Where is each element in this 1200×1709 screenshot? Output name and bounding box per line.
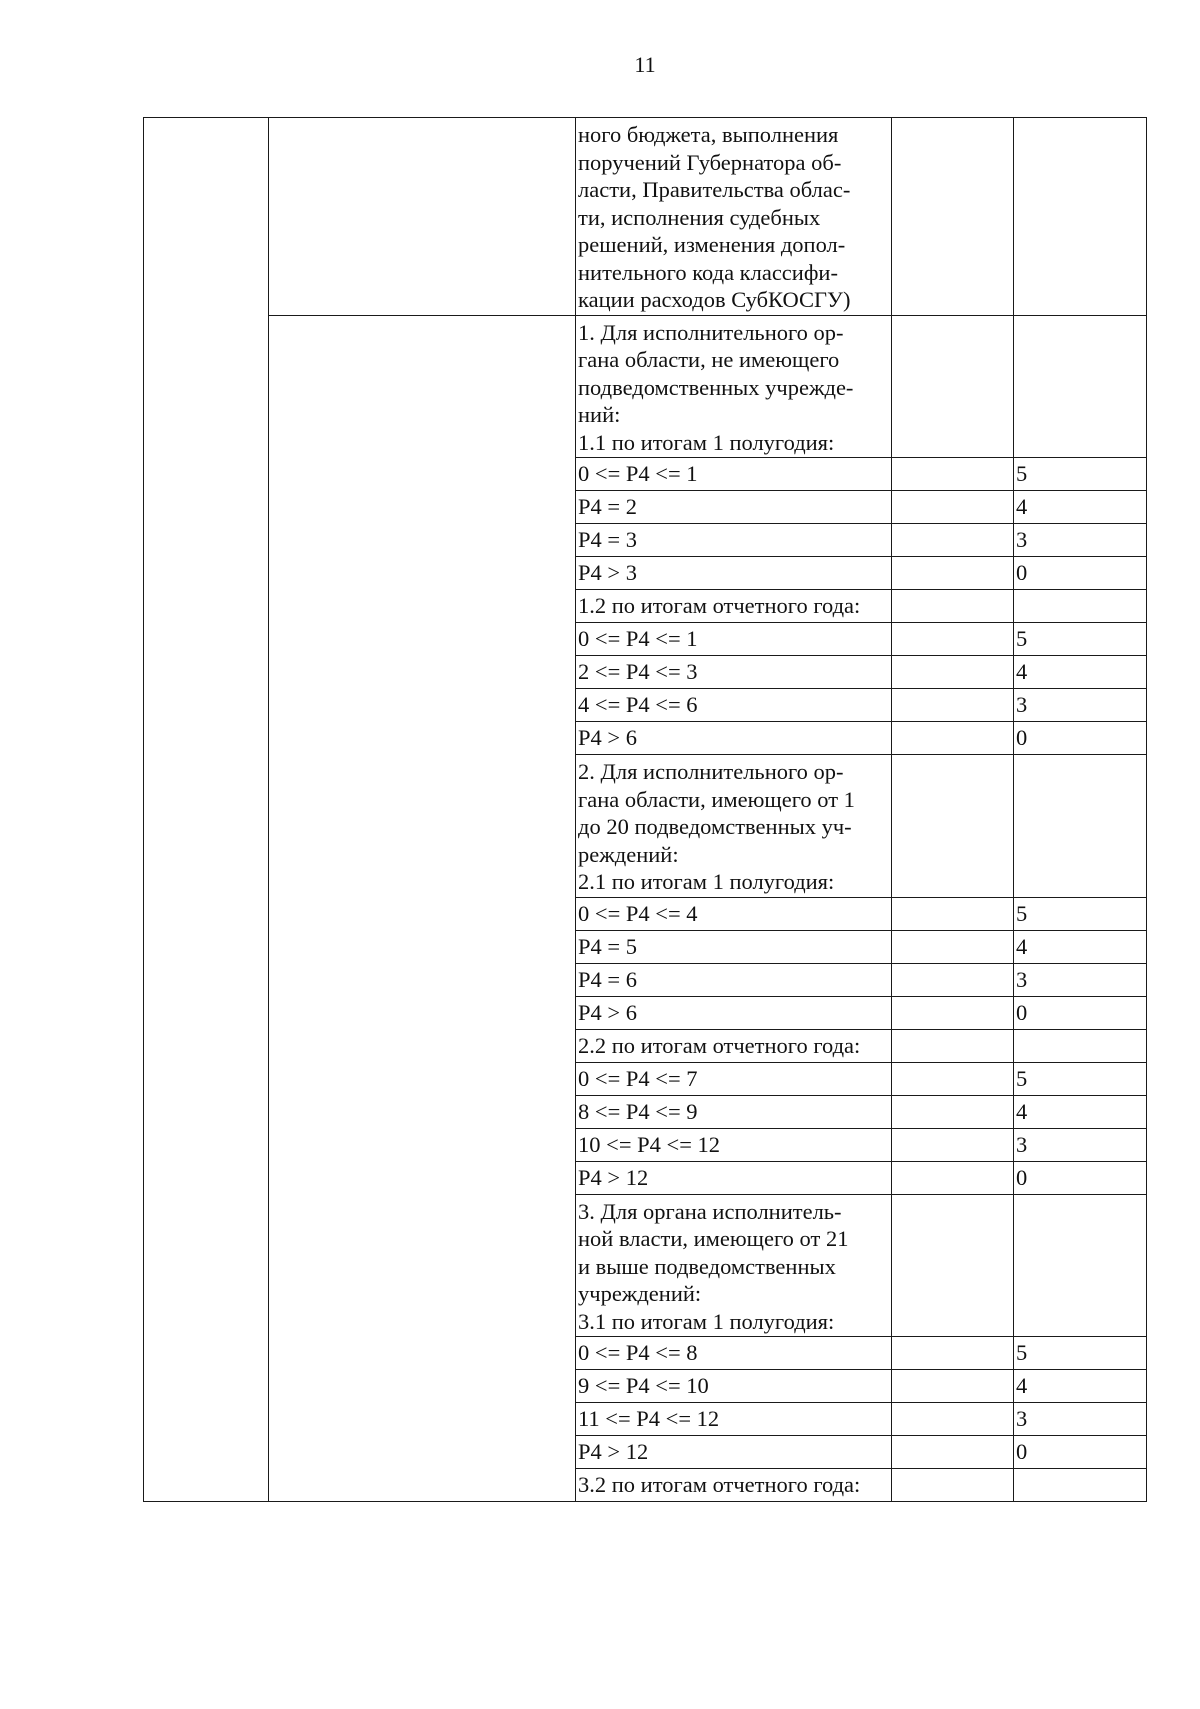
criterion-cell: P4 = 5 <box>576 930 892 963</box>
empty-cell <box>892 963 1014 996</box>
criterion-cell: 11 <= P4 <= 12 <box>576 1403 892 1436</box>
empty-cell <box>892 897 1014 930</box>
empty-cell <box>892 524 1014 557</box>
score-cell: 5 <box>1014 897 1147 930</box>
score-cell: 5 <box>1014 458 1147 491</box>
empty-cell <box>892 1194 1014 1337</box>
empty-cell <box>892 722 1014 755</box>
page-number: 11 <box>634 52 656 77</box>
empty-cell <box>892 315 1014 458</box>
sub-heading-cell: 1.2 по итогам отчетного года: <box>576 590 892 623</box>
criterion-cell: 0 <= P4 <= 7 <box>576 1062 892 1095</box>
score-cell: 4 <box>1014 930 1147 963</box>
empty-cell <box>892 930 1014 963</box>
empty-cell <box>892 590 1014 623</box>
empty-cell <box>892 1436 1014 1469</box>
score-cell: 4 <box>1014 1370 1147 1403</box>
criterion-cell: 10 <= P4 <= 12 <box>576 1128 892 1161</box>
criterion-cell: 0 <= P4 <= 1 <box>576 623 892 656</box>
empty-cell <box>1014 118 1147 316</box>
score-cell: 5 <box>1014 1337 1147 1370</box>
criterion-cell: P4 > 6 <box>576 722 892 755</box>
criterion-cell: P4 > 3 <box>576 557 892 590</box>
score-cell: 5 <box>1014 623 1147 656</box>
empty-cell <box>892 656 1014 689</box>
empty-cell <box>892 755 1014 898</box>
empty-cell <box>1014 755 1147 898</box>
criterion-cell: P4 > 12 <box>576 1161 892 1194</box>
criterion-cell: 4 <= P4 <= 6 <box>576 689 892 722</box>
empty-cell <box>892 557 1014 590</box>
score-cell: 3 <box>1014 1128 1147 1161</box>
empty-cell <box>1014 1469 1147 1502</box>
score-cell: 3 <box>1014 524 1147 557</box>
criterion-cell: P4 = 2 <box>576 491 892 524</box>
score-cell: 0 <box>1014 1161 1147 1194</box>
empty-cell <box>1014 1029 1147 1062</box>
criterion-cell: 0 <= P4 <= 4 <box>576 897 892 930</box>
empty-cell <box>892 1370 1014 1403</box>
empty-cell <box>892 1062 1014 1095</box>
empty-cell <box>892 1161 1014 1194</box>
score-cell: 4 <box>1014 1095 1147 1128</box>
criterion-cell: 2 <= P4 <= 3 <box>576 656 892 689</box>
score-cell: 3 <box>1014 963 1147 996</box>
empty-cell <box>892 1029 1014 1062</box>
empty-cell <box>892 689 1014 722</box>
score-cell: 0 <box>1014 1436 1147 1469</box>
score-cell: 5 <box>1014 1062 1147 1095</box>
criterion-cell: 8 <= P4 <= 9 <box>576 1095 892 1128</box>
empty-cell <box>892 458 1014 491</box>
empty-cell <box>892 1403 1014 1436</box>
criterion-cell: P4 = 6 <box>576 963 892 996</box>
table-row <box>144 118 1147 316</box>
criterion-cell: P4 > 6 <box>576 996 892 1029</box>
score-cell: 4 <box>1014 656 1147 689</box>
score-cell: 0 <box>1014 722 1147 755</box>
empty-indicator-cell <box>269 315 576 1502</box>
group-heading-cell: 2. Для исполнительного ор- гана области, имеющего от 1 до 20 подведомственных уч- реждений: 2.1 по итогам 1 полугодия: <box>576 755 892 898</box>
criterion-cell: 9 <= P4 <= 10 <box>576 1370 892 1403</box>
empty-cell <box>892 1095 1014 1128</box>
score-cell: 3 <box>1014 689 1147 722</box>
score-cell: 4 <box>1014 491 1147 524</box>
criterion-cell: P4 = 3 <box>576 524 892 557</box>
criteria-table <box>143 117 1147 1502</box>
criterion-cell: P4 > 12 <box>576 1436 892 1469</box>
criterion-cell: 0 <= P4 <= 1 <box>576 458 892 491</box>
sub-heading-cell: 2.2 по итогам отчетного года: <box>576 1029 892 1062</box>
empty-cell <box>892 1337 1014 1370</box>
empty-cell <box>892 623 1014 656</box>
criterion-cell: 0 <= P4 <= 8 <box>576 1337 892 1370</box>
group-heading-cell: 1. Для исполнительного ор- гана области, не имеющего подведомственных учрежде- ний: 1.1 по итогам 1 полугодия: <box>576 315 892 458</box>
empty-cell <box>1014 315 1147 458</box>
empty-cell <box>1014 590 1147 623</box>
group-heading-cell: 3. Для органа исполнитель- ной власти, имеющего от 21 и выше подведомственных учреждений: 3.1 по итогам 1 полугодия: <box>576 1194 892 1337</box>
empty-cell <box>892 996 1014 1029</box>
empty-column-cell <box>144 118 269 1502</box>
empty-cell <box>1014 1194 1147 1337</box>
empty-cell <box>892 118 1014 316</box>
sub-heading-cell: 3.2 по итогам отчетного года: <box>576 1469 892 1502</box>
continued-text-cell: ного бюджета, выполнения поручений Губернатора об- ласти, Правительства облас- ти, исполнения судебных решений, изменения допол- нительного кода классифи- кации расходов СубКОСГУ) <box>576 118 892 316</box>
table-row <box>144 315 1147 458</box>
empty-cell <box>892 1128 1014 1161</box>
score-cell: 0 <box>1014 557 1147 590</box>
empty-cell <box>892 1469 1014 1502</box>
empty-indicator-cell <box>269 118 576 316</box>
empty-cell <box>892 491 1014 524</box>
score-cell: 3 <box>1014 1403 1147 1436</box>
score-cell: 0 <box>1014 996 1147 1029</box>
